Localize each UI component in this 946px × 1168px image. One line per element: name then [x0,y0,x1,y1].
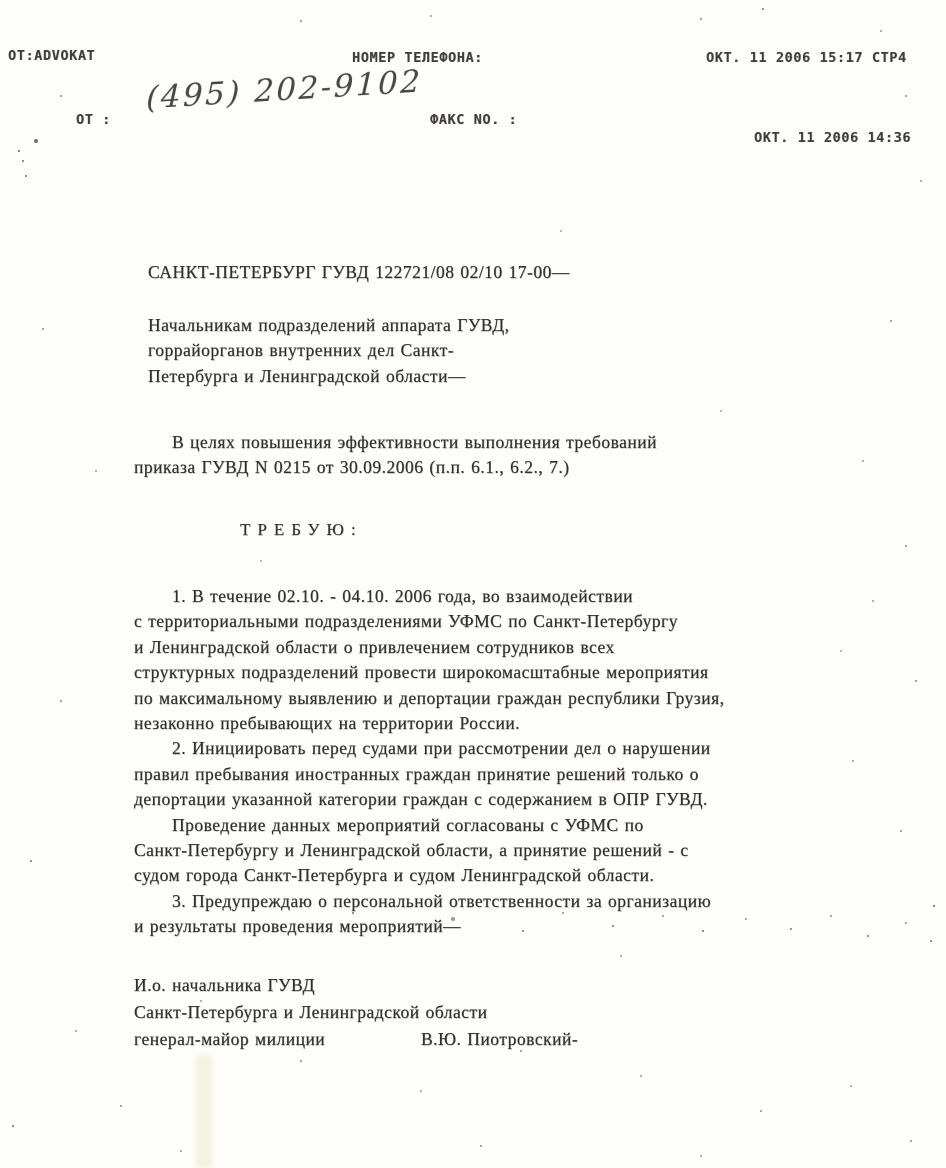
fax-sent-timestamp: ОКТ. 11 2006 15:17 СТР4 [706,50,907,66]
signature-position-line: Санкт-Петербурга и Ленинградской области [134,1002,488,1022]
demand-heading: ТРЕБУЮ: [240,520,363,539]
body-line: судом города Санкт-Петербурга и судом Ленинградской области. [134,865,655,886]
addressee-line: Начальникам подразделений аппарата ГУВД, [148,315,510,335]
body-line: по максимальному выявлению и депортации граждан республики Грузия, [134,687,725,708]
body-line: Санкт-Петербургу и Ленинградской области, а принятие решений - с [134,839,689,860]
addressee-line: горрайорганов внутренних дел Санкт- [148,340,455,361]
signature-rank-and-name [134,1026,579,1053]
body-line: Проведение данных мероприятий согласованы с УФМС по [172,814,644,835]
body-line: 2. Инициировать перед судами при рассмотрении дел о нарушении [172,738,711,759]
addressee-line: Петербурга и Ленинградской области— [148,365,466,386]
scan-noise-speckles [0,0,2,2]
body-line: с территориальными подразделениями УФМС по Санкт-Петербургу [134,611,678,632]
signature-block [134,972,579,1053]
body-line: и Ленинградской области о привлечением сотрудников всех [134,636,615,657]
document-reference-line: САНКТ-ПЕТЕРБУРГ ГУВД 122721/08 02/10 17-00— [148,262,570,282]
signature-position-line: И.о. начальника ГУВД [134,975,315,995]
signature-name: В.Ю. Пиотровский- [421,1029,579,1049]
fax-from-label: ОТ : [76,112,111,128]
body-line: 3. Предупреждаю о персональной ответственности за организацию [172,890,712,911]
body-line: структурных подразделений провести широкомасштабные мероприятия [134,662,709,683]
body-line: депортации указанной категории граждан с содержанием в ОПР ГУВД. [134,789,708,810]
addressee-block [148,313,510,389]
fax-no-label: ФАКС NO. : [430,112,518,128]
scan-streak-artifact [196,1055,212,1168]
body-line: 1. В течение 02.10. - 04.10. 2006 года, во взаимодействии [172,586,634,606]
document-body [134,584,725,939]
body-line: незаконно пребывающих на территории России. [134,712,521,733]
signature-rank: генерал-майор милиции [134,1029,326,1049]
body-line: и результаты проведения мероприятий— [134,916,462,937]
fax-from-line: ОТ:ADVOKAT [8,48,96,64]
preamble-line: В целях повышения эффективности выполнения требований [172,432,657,452]
fax-received-timestamp: ОКТ. 11 2006 14:36 [754,130,912,146]
preamble-block [134,430,657,481]
body-line: правил пребывания иностранных граждан принятие решений только о [134,763,699,784]
handwritten-phone-number: (495) 202-9102 [145,63,423,117]
fax-phone-number-label: НОМЕР ТЕЛЕФОНА: [352,50,483,66]
preamble-line: приказа ГУВД N 0215 от 30.09.2006 (п.п. 6.1., 6.2., 7.) [134,457,570,478]
